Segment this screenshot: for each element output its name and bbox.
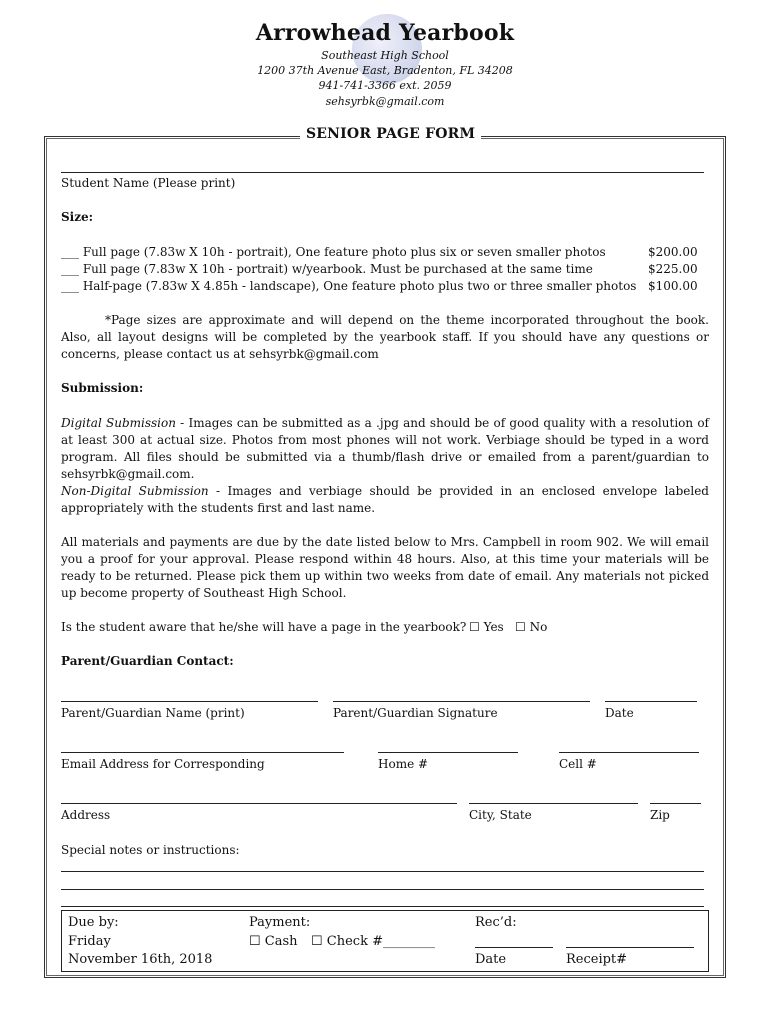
due-by-label: Due by: [68,915,119,930]
guardian-date-line[interactable] [605,701,697,702]
guardian-name-line[interactable] [61,701,318,702]
received-label: Rec’d: [475,915,517,930]
aware-no-checkbox[interactable]: ☐ No [515,620,548,634]
address-line[interactable] [61,803,457,804]
guardian-signature-label: Parent/Guardian Signature [333,706,498,720]
size-option-full[interactable]: ___ Full page (7.83w X 10h - portrait), One feature photo plus six or seven smaller photos [61,245,606,259]
payment-cash-checkbox[interactable]: ☐ Cash [249,934,298,949]
size-price-full: $200.00 [648,245,698,259]
submission-heading: Submission: [61,381,144,395]
size-option-full-yearbook[interactable]: ___ Full page (7.83w X 10h - portrait) w/yearbook. Must be purchased at the same time [61,262,593,276]
notes-line-2[interactable] [61,889,704,890]
city-state-line[interactable] [469,803,638,804]
email-label: Email Address for Corresponding [61,757,265,771]
guardian-date-label: Date [605,706,634,720]
zip-label: Zip [650,808,670,822]
nondigital-submission-title: Non-Digital Submission [61,484,209,498]
student-name-line[interactable] [61,172,704,173]
nondigital-submission-text: - Images and verbiage should be provided in an enclosed envelope labeled appropriately with the students first and last name. [61,484,709,515]
size-note: *Page sizes are approximate and will depend on the theme incorporated throughout the book. Also, all layout designs will be completed by the yearbook staff. If you should have any questions or concerns, please contact us at sehsyrbk@gmail.com [61,313,709,361]
cell-phone-label: Cell # [559,757,597,771]
due-date: November 16th, 2018 [68,952,213,967]
school-name: Southeast High School [321,49,449,62]
contact-heading: Parent/Guardian Contact: [61,654,234,668]
notes-line-1[interactable] [61,871,704,872]
receipt-number-label: Receipt# [566,952,628,967]
zip-line[interactable] [650,803,701,804]
size-price-half: $100.00 [648,279,698,293]
guardian-signature-line[interactable] [333,701,590,702]
form-title: SENIOR PAGE FORM [300,126,481,142]
guardian-name-label: Parent/Guardian Name (print) [61,706,245,720]
page-title: Arrowhead Yearbook [255,20,515,46]
home-phone-line[interactable] [378,752,518,753]
due-paragraph: All materials and payments are due by the date listed below to Mrs. Campbell in room 902. We will email you a proof for your approval. Please respond within 48 hours. Also, at this time your materials will be ready to be returned. Please pick them up within two weeks from date of email. Any materials not picked up become property of Southeast High School. [61,535,709,600]
aware-yes-checkbox[interactable]: ☐ Yes [469,620,504,634]
student-name-label: Student Name (Please print) [61,176,236,190]
cell-phone-line[interactable] [559,752,699,753]
due-day: Friday [68,934,111,949]
size-option-half[interactable]: ___ Half-page (7.83w X 4.85h - landscape), One feature photo plus two or three smaller photos [61,279,637,293]
city-state-label: City, State [469,808,532,822]
email-line[interactable] [61,752,344,753]
payment-label: Payment: [249,915,311,930]
size-price-full-yearbook: $225.00 [648,262,698,276]
digital-submission-paragraph [61,415,709,483]
digital-submission-title: Digital Submission [61,416,176,430]
nondigital-submission-paragraph [61,483,709,517]
aware-question: Is the student aware that he/she will have a page in the yearbook? [61,620,467,634]
size-heading: Size: [61,210,94,224]
digital-submission-text: - Images can be submitted as a .jpg and should be of good quality with a resolution of at least 300 at actual size. Photos from most phones will not work. Verbiage should be typed in a word program. All files should be submitted via a thumb/flash drive or emailed from a parent/guardian to sehsyrbk@gmail.com. [61,416,709,481]
receipt-number-line[interactable] [566,947,694,948]
address-label: Address [61,808,111,822]
notes-line-3[interactable] [61,906,704,907]
notes-label: Special notes or instructions: [61,843,240,857]
school-email: sehsyrbk@gmail.com [325,95,445,108]
school-phone: 941-741-3366 ext. 2059 [318,79,452,92]
received-date-label: Date [475,952,507,967]
received-date-line[interactable] [475,947,553,948]
payment-check-checkbox[interactable]: ☐ Check #________ [311,934,435,949]
home-phone-label: Home # [378,757,429,771]
school-address: 1200 37th Avenue East, Bradenton, FL 34208 [257,64,513,77]
